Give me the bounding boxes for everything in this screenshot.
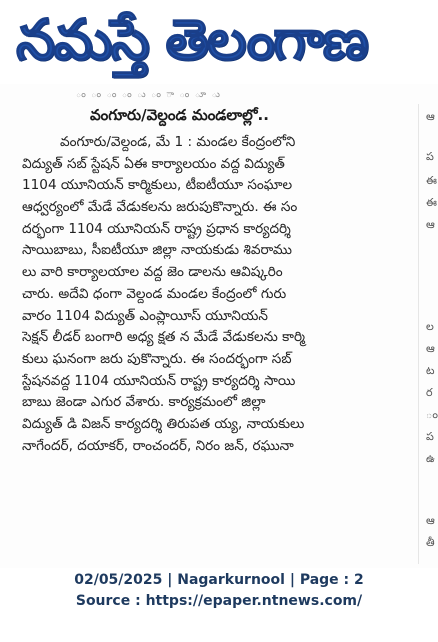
article-line: విద్యుత్ డి విజన్ కార్యదర్శి తిరుపత య్య, నాయకులు: [22, 415, 305, 432]
article-body: [22, 132, 422, 457]
fragment-char: ఆ: [426, 514, 435, 527]
article-line: వంగూరు/వెల్దండ, మే 1 : మండల కేంద్రంలోని: [60, 134, 296, 150]
article-headline: వంగూరు/వెల్దండ మండలాల్లో..: [90, 106, 269, 124]
fragment-char: ట: [426, 364, 435, 377]
adjacent-column-fragment: [424, 110, 438, 550]
date-edition-page: 02/05/2025 | Nagarkurnool | Page : 2: [74, 572, 364, 588]
article-line: స్టేషనవద్ద 1104 యూనియన్ రాష్ట్ర కార్యదర్శి సాయి: [22, 372, 296, 389]
article-line: విద్యుత్ సబ్ స్టేషన్ ఏఈ కార్యాలయం వద్ద విద్యుత్: [22, 155, 285, 172]
fragment-char: ల: [426, 320, 434, 333]
fragment-char: తీ: [426, 536, 435, 549]
fragment-char: ం: [426, 408, 438, 421]
source-footer: [0, 570, 438, 612]
fragment-char: ఈ: [426, 174, 437, 187]
fragment-char: ప: [426, 430, 434, 443]
source-url: Source : https://epaper.ntnews.com/: [75, 593, 363, 609]
fragment-char: ఉ: [426, 452, 435, 465]
newspaper-logo: నమస్తే తెలంగాణ: [16, 8, 367, 73]
fragment-char: ప: [426, 150, 434, 163]
article-line: లు వారి కార్యాలయాల వద్ద జెం డాలను ఆవిష్కరిం: [22, 264, 283, 281]
article-line: ఆధ్వర్యంలో మేడే వేడుకలను జరుపుకొన్నారు. ఈ సం: [22, 199, 298, 216]
article-line: నాగేందర్, దయాకర్, రాంచందర్, నిరం జన్, రఘునా: [22, 437, 294, 454]
cut-off-text: ం ం ం ం ు ం ా ం ూ ు: [76, 90, 223, 100]
fragment-char: ర: [426, 386, 433, 399]
article-line: చారు. అదేవి ధంగా వెల్దండ మండల కేంద్రంలో గురు: [22, 285, 287, 302]
article-line: దర్భంగా 1104 యూనియన్ రాష్ట్ర ప్రధాన కార్యదర్శి: [22, 220, 291, 237]
article-line: కులు ఘనంగా జరు పుకొన్నారు. ఈ సందర్భంగా సబ్: [22, 350, 292, 367]
article-line: బాబు జెండా ఎగుర వేశారు. కార్యక్రమంలో జిల్లా: [22, 394, 266, 411]
fragment-char: ఆ: [426, 342, 435, 355]
article-line: సాయిబాబు, సీఐటీయూ జిల్లా నాయకుడు శివరాము: [22, 242, 292, 259]
masthead: [0, 0, 438, 82]
article-clipping: [0, 84, 438, 568]
fragment-char: ఈ: [426, 196, 437, 209]
article-line: వారం 1104 విద్యుత్ ఎంప్లాయీస్ యూనియన్: [22, 307, 268, 324]
article-line: సెక్షన్ లీడర్ బంగారి అధ్య క్షత న మేడే వేడుకలను కార్మి: [22, 329, 306, 346]
fragment-char: ఆ: [426, 110, 435, 123]
article-line: 1104 యూనియన్ కార్మికులు, టీఐటీయూ సంఘాల: [22, 177, 293, 194]
fragment-char: ఆ: [426, 218, 435, 231]
